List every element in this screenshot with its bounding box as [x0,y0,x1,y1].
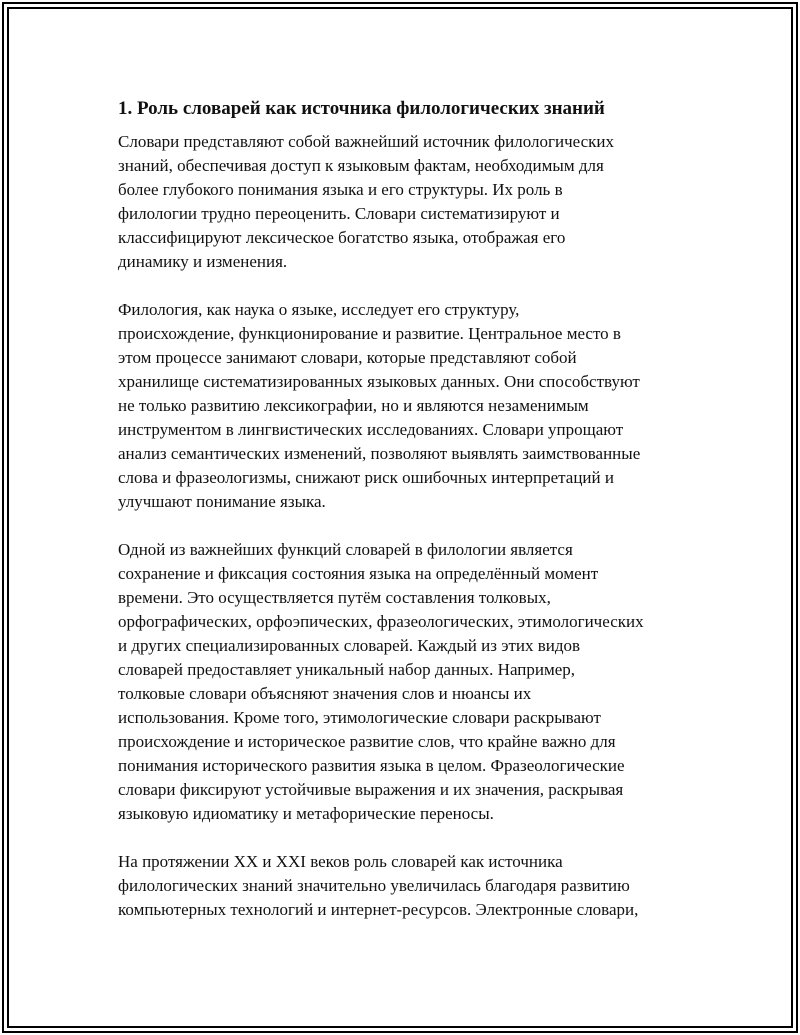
text-line: языковую идиоматику и метафорические переносы. [118,804,494,823]
text-line: не только развитию лексикографии, но и являются незаменимым [118,396,589,415]
text-line: динамику и изменения. [118,252,288,271]
text-line: понимания исторического развития языка в целом. Фразеологические [118,756,625,775]
text-line: орфографических, орфоэпических, фразеологических, этимологических [118,612,644,631]
text-line: времени. Это осуществляется путём составления толковых, [118,588,551,607]
paragraph-3 [118,538,698,826]
text-line: инструментом в лингвистических исследованиях. Словари упрощают [118,420,624,439]
text-line: анализ семантических изменений, позволяют выявлять заимствованные [118,444,641,463]
text-line: словари фиксируют устойчивые выражения и их значения, раскрывая [118,780,624,799]
text-line: хранилище систематизированных языковых данных. Они способствуют [118,372,640,391]
text-line: Одной из важнейших функций словарей в филологии является [118,540,573,559]
text-line: более глубокого понимания языка и его структуры. Их роль в [118,180,563,199]
text-line: сохранение и фиксация состояния языка на определённый момент [118,564,599,583]
text-line: улучшают понимание языка. [118,492,326,511]
text-line: Филология, как наука о языке, исследует его структуру, [118,300,520,319]
text-line: компьютерных технологий и интернет-ресурсов. Электронные словари, [118,900,639,919]
paragraph-2 [118,298,698,514]
paragraph-1 [118,130,698,274]
paragraph-4 [118,850,698,922]
text-line: филологических знаний значительно увеличилась благодаря развитию [118,876,630,895]
text-line: толковые словари объясняют значения слов и нюансы их [118,684,532,703]
text-line: классифицируют лексическое богатство языка, отображая его [118,228,566,247]
text-line: знаний, обеспечивая доступ к языковым фактам, необходимым для [118,156,604,175]
text-line: словарей предоставляет уникальный набор данных. Например, [118,660,576,679]
document-body [118,96,698,946]
text-line: Словари представляют собой важнейший источник филологических [118,132,614,151]
text-line: и других специализированных словарей. Каждый из этих видов [118,636,581,655]
text-line: слова и фразеологизмы, снижают риск ошибочных интерпретаций и [118,468,614,487]
text-line: происхождение, функционирование и развитие. Центральное место в [118,324,621,343]
text-line: происхождение и историческое развитие слов, что крайне важно для [118,732,616,751]
text-line: На протяжении XX и XXI веков роль словарей как источника [118,852,563,871]
text-line: этом процессе занимают словари, которые представляют собой [118,348,577,367]
text-line: использования. Кроме того, этимологические словари раскрывают [118,708,601,727]
text-line: филологии трудно переоценить. Словари систематизируют и [118,204,560,223]
section-heading: 1. Роль словарей как источника филологических знаний [118,98,605,119]
